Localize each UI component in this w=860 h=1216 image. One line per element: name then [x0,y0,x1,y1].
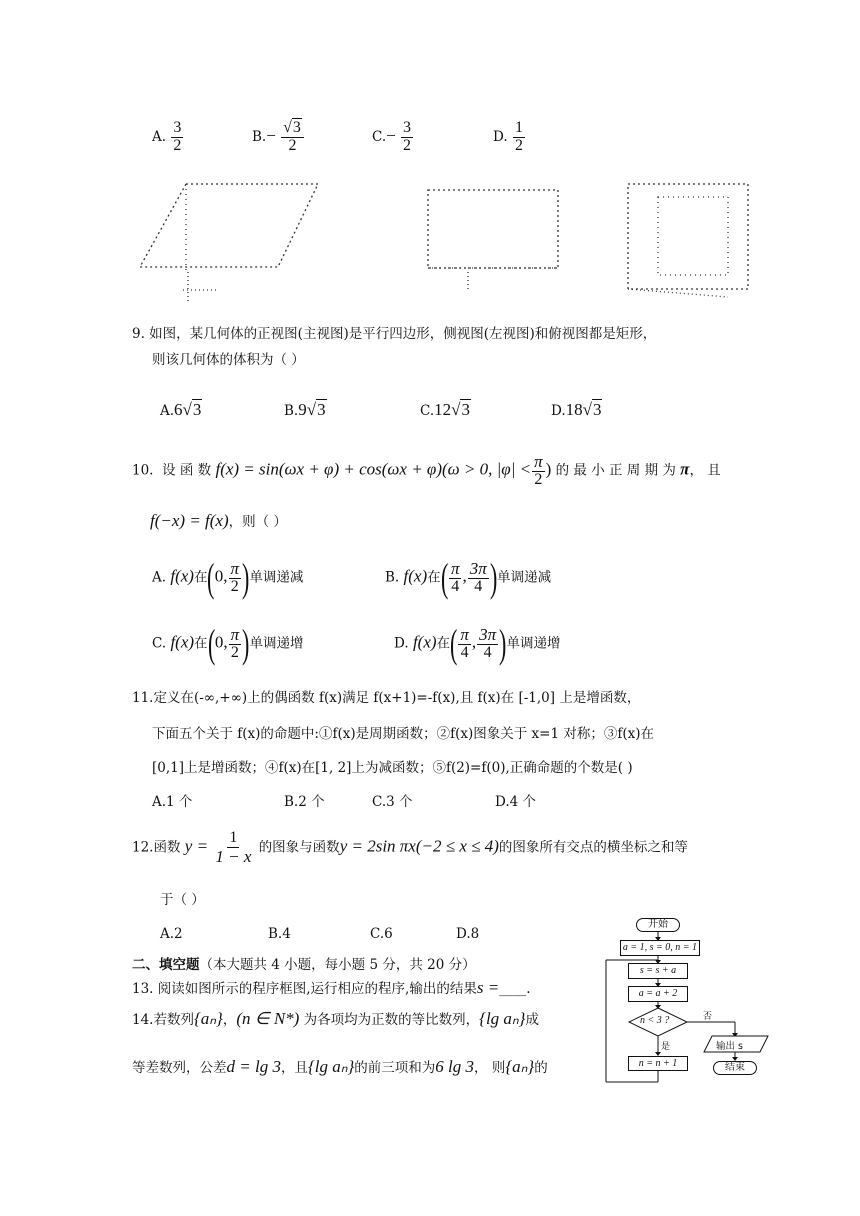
top-view-rectangle [628,184,748,289]
q10-option-d: D. f(x)在( $\frac{\pi}{4}$ , $\frac{3\pi}{4}$ )单调递增 [394,621,561,666]
q10-option-a: A. f(x)在(0, $\frac{\pi}{2}$ )单调递减 [152,555,304,600]
q14-line1: 14.若数列{aₙ}，(n ∈ N*) 为各项均为正数的等比数列，{lg aₙ}成 [132,1009,539,1028]
q10-option-c: C. f(x)在(0, $\frac{\pi}{2}$ )单调递增 [152,621,304,666]
flowchart-step-sum: s = s + a [628,963,688,979]
q12-option-a: A.2 [160,926,183,942]
q11-option-b: B.2 个 [284,794,325,810]
q12-option-b: B.4 [268,926,291,942]
flowchart-no-label: 否 [703,1012,713,1022]
q9-option-b: B.9√3 [284,400,326,419]
q8-option-c: C.− $\frac{3}{2}$ [372,119,412,154]
q9-option-d: D.18√3 [551,400,602,419]
front-view-parallelogram [140,184,318,267]
flowchart-start: 开始 [636,918,680,932]
q12-line1: 12.函数 y = $\frac{1}{1 - x}$ 的图象与函数y = 2sin πx(−2 ≤ x ≤ 4)的图象所有交点的横坐标之和等 [132,829,688,866]
q11-option-d: D.4 个 [495,794,537,810]
flowchart-end: 结束 [713,1061,757,1075]
three-view-figure [128,172,758,312]
q12-option-c: C.6 [370,926,393,942]
flowchart-output: 输出 s [716,1041,743,1052]
q10-line2: f(−x) = f(x)，则（ ） [150,511,287,530]
q8-option-b: B.− $\frac{√3}{2}$ [252,120,305,155]
q12-option-d: D.8 [456,926,480,942]
q9-option-a: A.6√3 [160,400,202,419]
q9-option-c: C.12√3 [420,400,470,419]
flowchart [600,918,770,1118]
q11-line3: [0,1]上是增函数；④f(x)在[1, 2]上为减函数；⑤f(2)=f(0),正确命题的个数是( ) [152,760,633,776]
flowchart-yes-label: 是 [661,1042,671,1052]
q11-line1: 11.定义在(-∞,+∞)上的偶函数 f(x)满足 f(x+1)=-f(x),且 f(x)在 [-1,0] 上是增函数， [132,690,641,706]
q10-option-b: B. f(x)在( $\frac{\pi}{4}$ , $\frac{3\pi}{4}$ )单调递减 [385,555,552,600]
flowchart-condition: n < 3 ? [640,1015,670,1026]
q8-option-a: A. $\frac{3}{2}$ [152,119,182,154]
q12-line2: 于（ ） [160,892,205,908]
q13-line: 13. 阅读如图所示的程序框图,运行相应的程序,输出的结果s =____. [132,978,531,997]
flowchart-step-n: n = n + 1 [628,1056,688,1071]
flowchart-step-a: a = a + 2 [628,986,688,1002]
side-view-rectangle [428,190,558,268]
q14-line2: 等差数列，公差d = lg 3，且{lg aₙ}的前三项和为6 lg 3， 则{aₙ}的 [132,1057,548,1076]
section-heading: 二、填空题（本大题共 4 小题，每小题 5 分，共 20 分） [132,957,476,973]
q9-line1: 9. 如图，某几何体的正视图(主视图)是平行四边形，侧视图(左视图)和俯视图都是矩形， [132,326,657,342]
q10-line1: 10. 设 函 数 f(x) = sin(ωx + φ) + cos(ωx + φ)(ω > 0, |φ| < $\frac{\pi}{2}$ ) 的 最 小 正 周 期 为 π， 且 [132,452,721,488]
q9-line2: 则该几何体的体积为（ ） [152,352,305,368]
q8-option-d: D. $\frac{1}{2}$ [493,119,523,154]
flowchart-init: a = 1, s = 0, n = 1 [620,940,700,956]
q11-option-c: C.3 个 [372,794,413,810]
q11-line2: 下面五个关于 f(x)的命题中:①f(x)是周期函数；②f(x)图象关于 x=1 对称；③f(x)在 [152,726,655,742]
q11-option-a: A.1 个 [152,794,193,810]
